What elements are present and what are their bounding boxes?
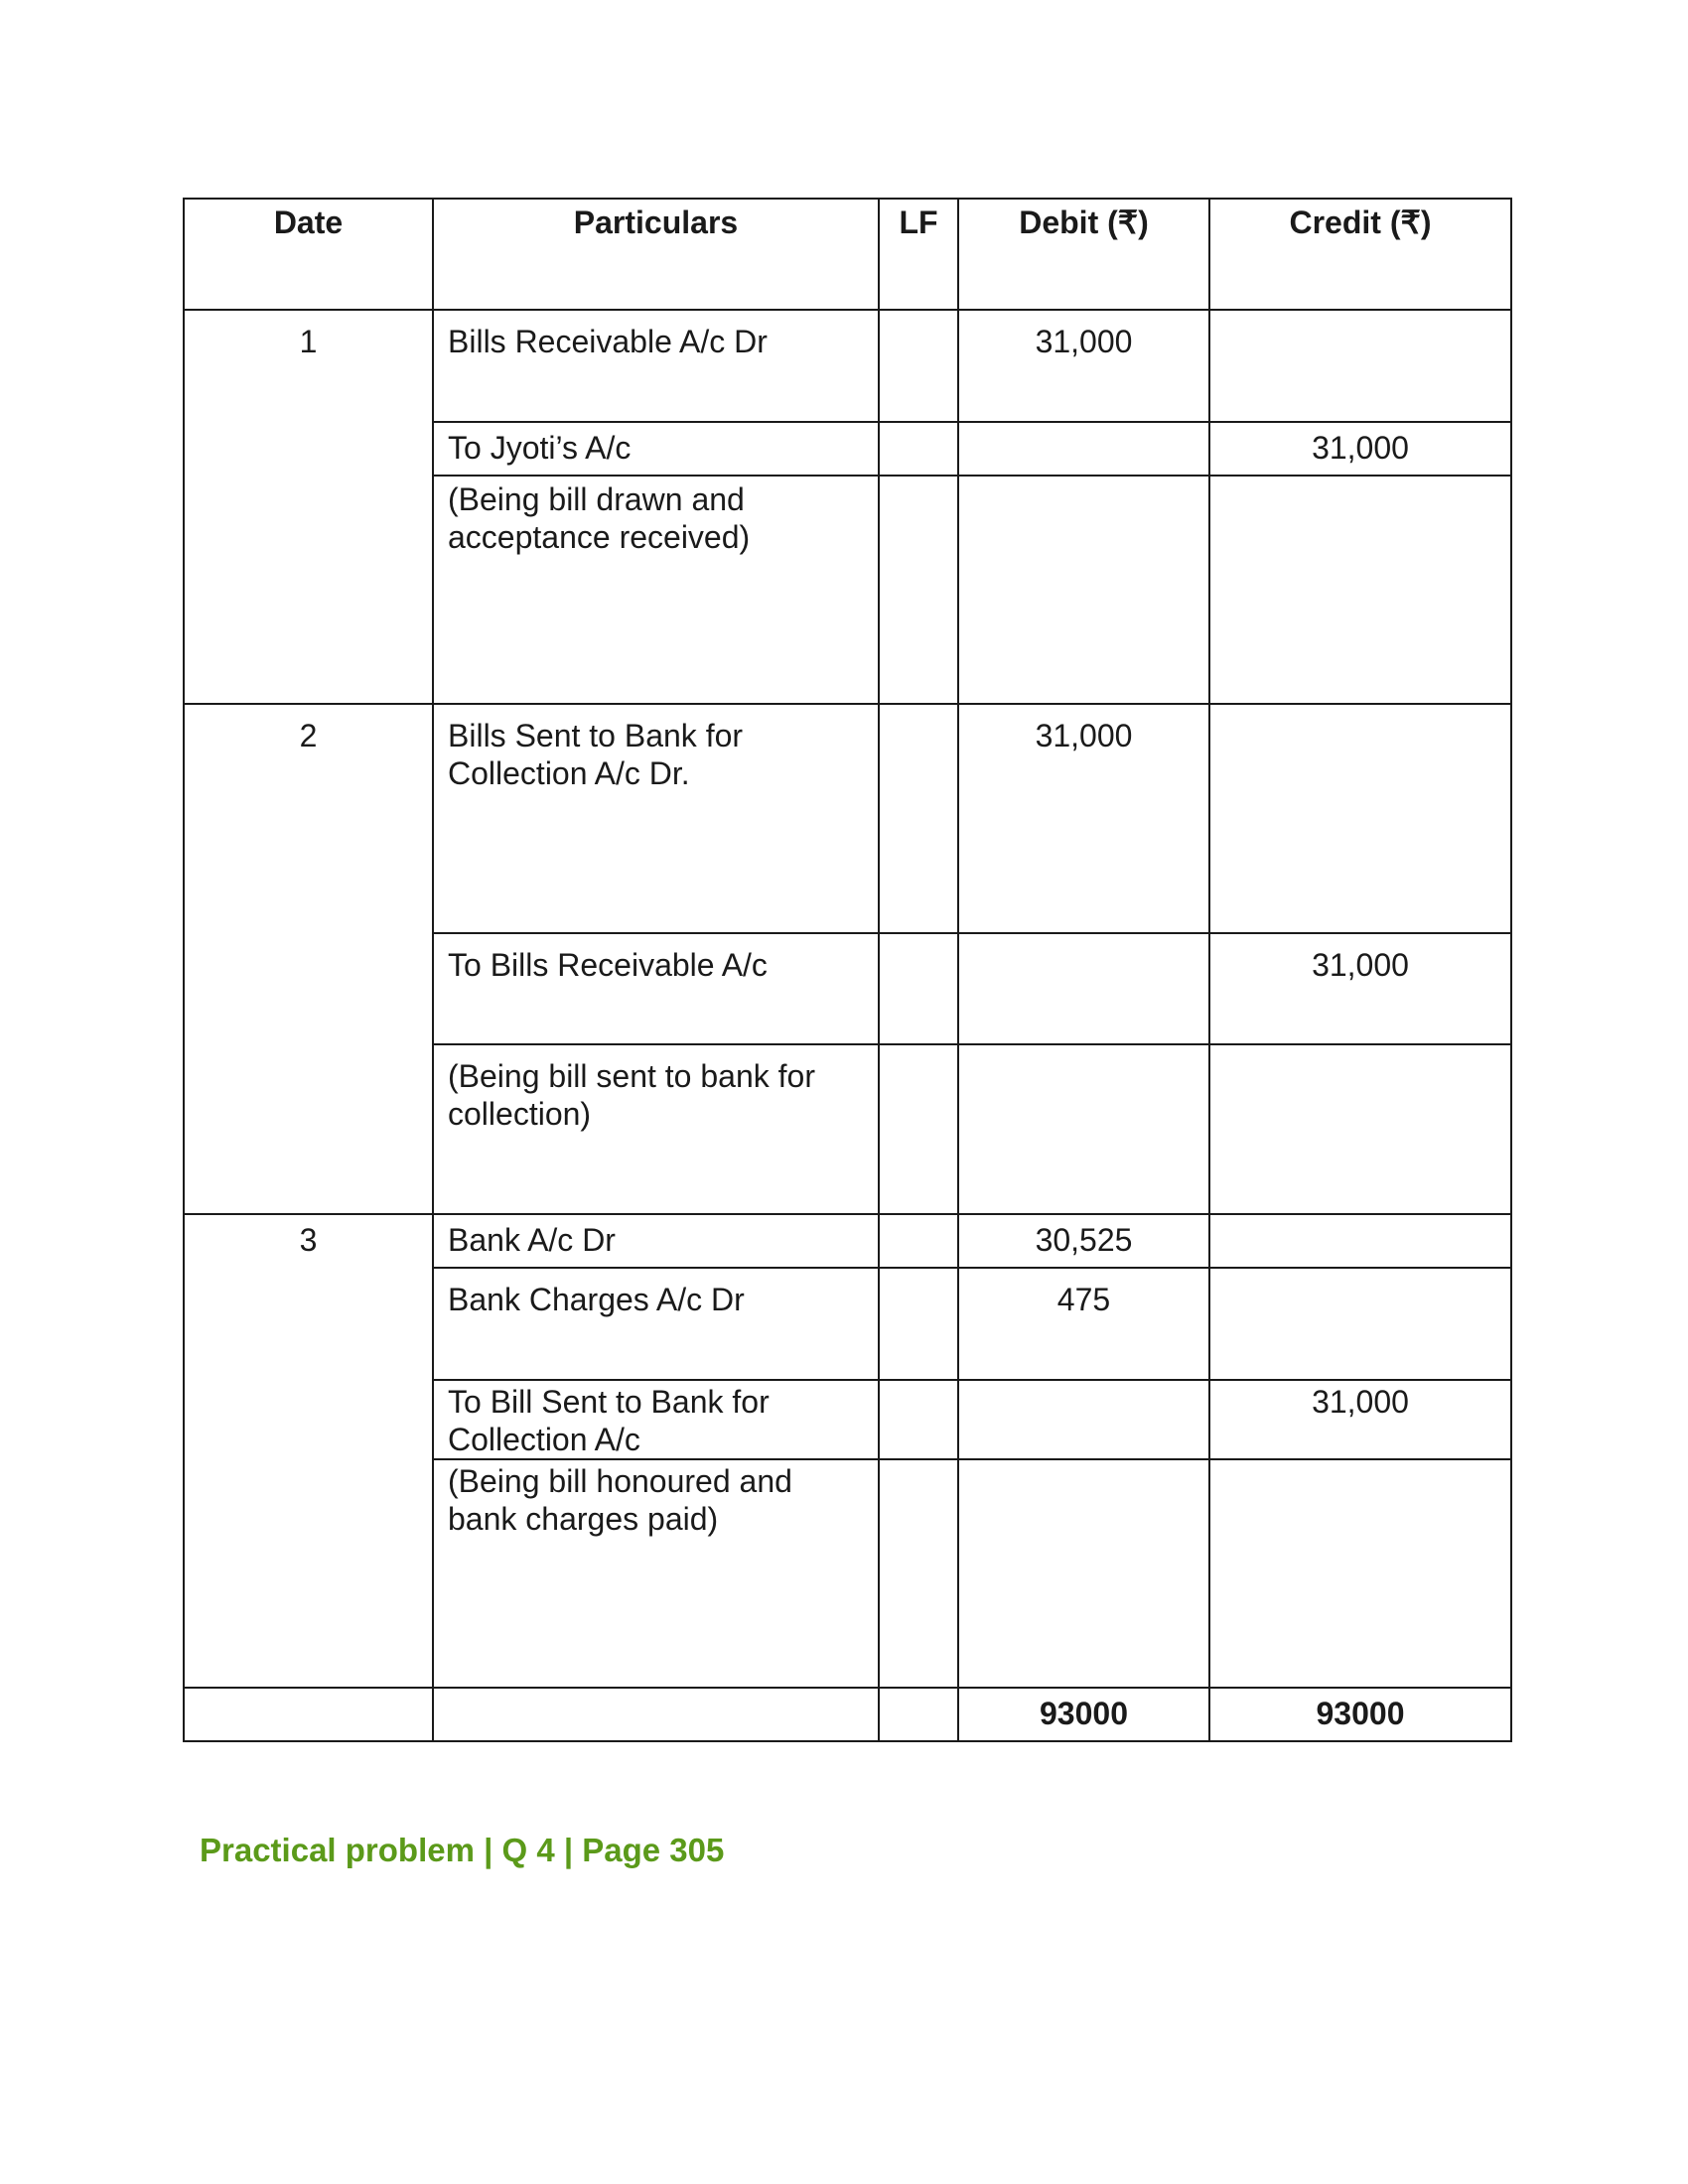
- credit-cell: [1209, 1044, 1511, 1214]
- credit-cell: [1209, 476, 1511, 704]
- debit-cell: [958, 422, 1209, 476]
- lf-cell: [879, 422, 958, 476]
- particulars-cell: Bank A/c Dr: [433, 1214, 879, 1268]
- footer-caption: Practical problem | Q 4 | Page 305: [200, 1832, 725, 1868]
- lf-cell: [879, 1214, 958, 1268]
- credit-cell: [1209, 1214, 1511, 1268]
- debit-cell: [958, 1459, 1209, 1688]
- narration-cell: (Being bill drawn and acceptance received): [433, 476, 879, 704]
- debit-cell: 475: [958, 1268, 1209, 1380]
- lf-cell: [879, 476, 958, 704]
- credit-cell: 31,000: [1209, 1380, 1511, 1459]
- total-credit: 93000: [1209, 1688, 1511, 1741]
- table-row: [184, 704, 1511, 933]
- credit-cell: [1209, 310, 1511, 422]
- totals-lf-cell: [879, 1688, 958, 1741]
- particulars-cell: Bank Charges A/c Dr: [433, 1268, 879, 1380]
- credit-cell: 31,000: [1209, 422, 1511, 476]
- table-row: [184, 310, 1511, 422]
- header-date: Date: [184, 199, 433, 310]
- lf-cell: [879, 1044, 958, 1214]
- totals-particulars-cell: [433, 1688, 879, 1741]
- table-row: [184, 1214, 1511, 1268]
- particulars-cell: To Bills Receivable A/c: [433, 933, 879, 1044]
- totals-date-cell: [184, 1688, 433, 1741]
- total-debit: 93000: [958, 1688, 1209, 1741]
- header-credit: Credit (₹): [1209, 199, 1511, 310]
- entry-date: 1: [184, 310, 433, 704]
- entry-date: 2: [184, 704, 433, 1214]
- narration-cell: (Being bill honoured and bank charges paid): [433, 1459, 879, 1688]
- header-debit: Debit (₹): [958, 199, 1209, 310]
- debit-cell: 30,525: [958, 1214, 1209, 1268]
- lf-cell: [879, 1459, 958, 1688]
- totals-row: [184, 1688, 1511, 1741]
- debit-cell: 31,000: [958, 704, 1209, 933]
- debit-cell: [958, 476, 1209, 704]
- debit-cell: 31,000: [958, 310, 1209, 422]
- journal-entry-table: [183, 198, 1512, 1742]
- header-row: [184, 199, 1511, 310]
- debit-cell: [958, 1380, 1209, 1459]
- particulars-cell: To Jyoti’s A/c: [433, 422, 879, 476]
- lf-cell: [879, 310, 958, 422]
- credit-cell: [1209, 1268, 1511, 1380]
- credit-cell: 31,000: [1209, 933, 1511, 1044]
- particulars-cell: To Bill Sent to Bank for Collection A/c: [433, 1380, 879, 1459]
- lf-cell: [879, 933, 958, 1044]
- particulars-cell: Bills Receivable A/c Dr: [433, 310, 879, 422]
- credit-cell: [1209, 704, 1511, 933]
- credit-cell: [1209, 1459, 1511, 1688]
- lf-cell: [879, 1380, 958, 1459]
- narration-cell: (Being bill sent to bank for collection): [433, 1044, 879, 1214]
- header-particulars: Particulars: [433, 199, 879, 310]
- header-lf: LF: [879, 199, 958, 310]
- entry-date: 3: [184, 1214, 433, 1688]
- debit-cell: [958, 1044, 1209, 1214]
- lf-cell: [879, 1268, 958, 1380]
- particulars-cell: Bills Sent to Bank for Collection A/c Dr.: [433, 704, 879, 933]
- debit-cell: [958, 933, 1209, 1044]
- lf-cell: [879, 704, 958, 933]
